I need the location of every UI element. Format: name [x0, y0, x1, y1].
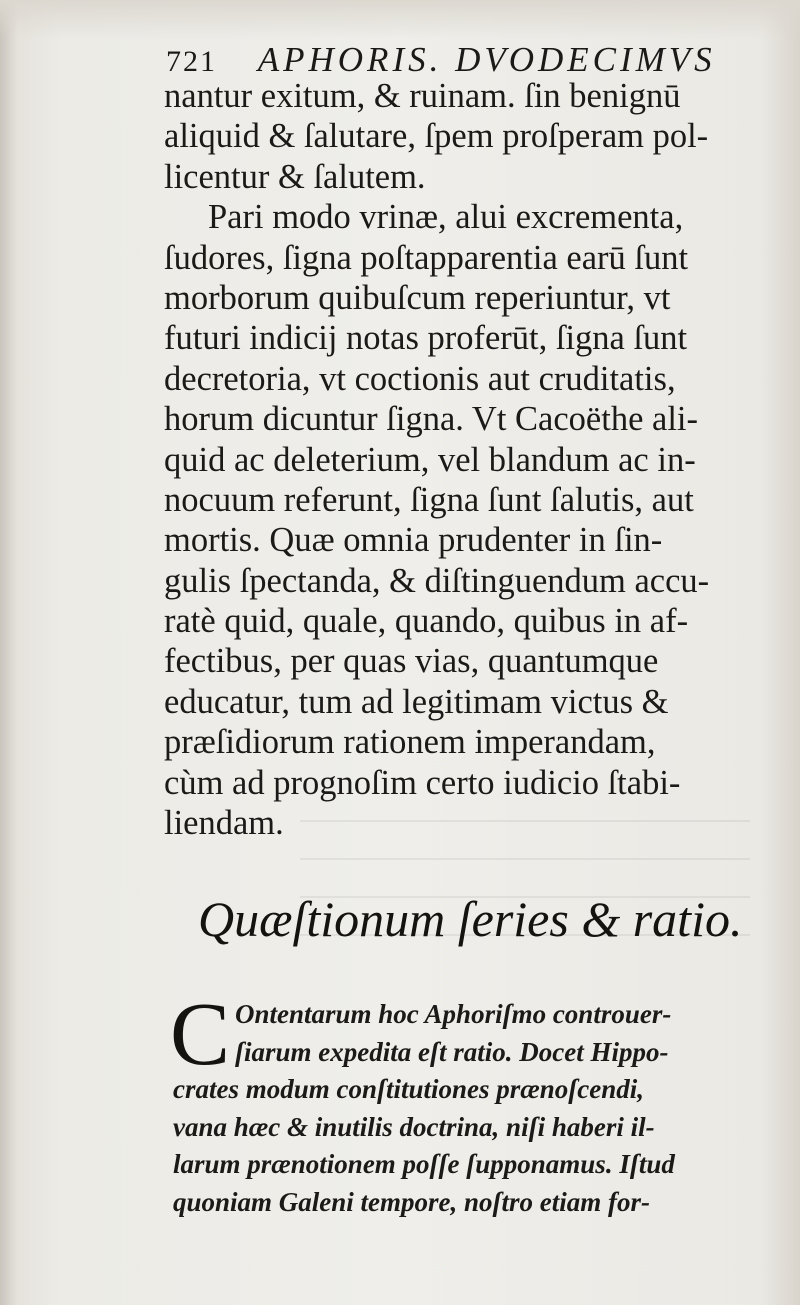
page-number: 721: [166, 45, 217, 78]
text-line: liendam.: [164, 804, 284, 843]
text-line: Pari modo vrinæ, alui excrementa,: [208, 198, 684, 237]
text-line: futuri indicij notas proferūt, ſigna ſunt: [164, 319, 688, 358]
commentary-line: Ontentarum hoc Aphoriſmo controuer-: [235, 999, 672, 1029]
running-head: APHORIS. DVODECIMVS: [257, 40, 716, 79]
commentary-line: quoniam Galeni tempore, noſtro etiam for-: [173, 1186, 651, 1217]
text-line: morborum quibuſcum reperiuntur, vt: [164, 278, 671, 317]
commentary-line: vana hæc & inutilis doctrina, niſi haberi il-: [173, 1111, 655, 1142]
text-line: præſidiorum rationem imperandam,: [164, 723, 656, 762]
main-text: [164, 76, 738, 843]
text-line: educatur, tum ad legitimam victus &: [164, 682, 669, 721]
text-line: mortis. Quæ omnia prudenter in ſin-: [164, 521, 663, 560]
text-line: fectibus, per quas vias, quantumque: [164, 642, 659, 681]
text-line: licentur & ſalutem.: [164, 157, 426, 196]
text-line: cùm ad prognoſim certo iudicio ſtabi-: [164, 763, 681, 802]
text-line: nantur exitum, & ruinam. ſin benignū: [164, 77, 681, 115]
text-line: quid ac deleterium, vel blandum ac in-: [164, 440, 696, 479]
page-shadow: [0, 0, 800, 40]
drop-cap: C: [170, 985, 231, 1084]
commentary-line: crates modum conſtitutiones prænoſcendi,: [173, 1074, 645, 1104]
text-line: horum dicuntur ſigna. Vt Cacoëthe ali-: [164, 400, 698, 439]
commentary-line: larum prænotionem poſſe ſupponamus. Iſtud: [173, 1149, 675, 1179]
text-line: nocuum referunt, ſigna ſunt ſalutis, aut: [164, 480, 694, 519]
text-line: ſudores, ſigna poſtapparentia earū ſunt: [164, 238, 689, 277]
commentary-line: ſiarum expedita eſt ratio. Docet Hippo-: [235, 1036, 669, 1067]
text-line: ratè quid, quale, quando, quibus in af-: [164, 602, 689, 641]
commentary-text: [173, 996, 745, 1221]
text-line: aliquid & ſalutare, ſpem proſperam pol-: [164, 117, 709, 156]
section-heading: Quæſtionum ſeries & ratio.: [198, 891, 743, 947]
text-line: gulis ſpectanda, & diſtinguendum accu-: [164, 561, 710, 600]
text-line: decretoria, vt coctionis aut cruditatis,: [164, 359, 676, 398]
